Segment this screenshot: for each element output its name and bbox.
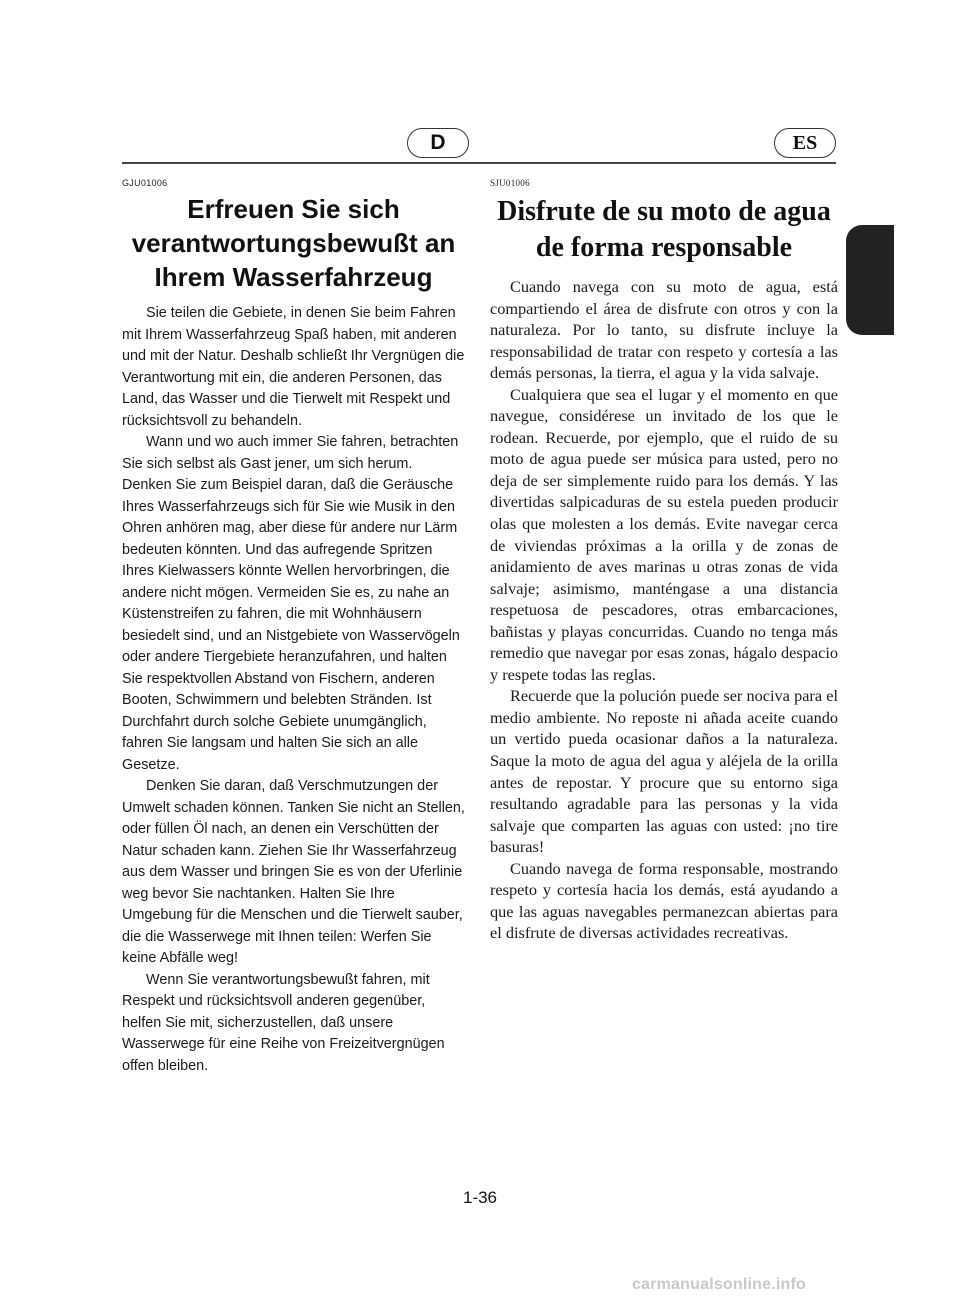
german-paragraph: Sie teilen die Gebiete, in denen Sie beim Fahren mit Ihrem Wasserfahrzeug Spaß haben, mit anderen und mit der Natur. Deshalb schließt Ihr Vergnügen die Verantwortung mit ein, die anderen Personen, das Land, das Wasser und die Tierwelt mit Respekt und rücksichtsvoll zu behandeln. xyxy=(122,305,465,429)
spanish-paragraph: Cuando navega de forma responsable, mostrando respeto y cortesía hacia los demás, está ayudando a que las aguas navegables permanezcan abiertas para el disfrute de diversas actividades recreativas. xyxy=(490,858,838,943)
german-paragraph: Wenn Sie verantwortungsbewußt fahren, mit Respekt und rücksichtsvoll anderen gegenüber, helfen Sie mit, sicherzustellen, daß unsere Wasserwege für eine Reihe von Freizeitvergnügen offen bleiben. xyxy=(122,971,445,1074)
watermark: carmanualsonline.info xyxy=(632,1276,807,1293)
section-thumb-tab xyxy=(846,225,894,335)
spanish-paragraph: Cuando navega con su moto de agua, está compartiendo el área de disfrute con otros y con la naturaleza. Por lo tanto, su disfrute incluye la responsabilidad de tratar con respeto y cortesía a las demás personas, la tierra, el agua y la vida salvaje. xyxy=(490,277,838,383)
spanish-section-code: SJU01006 xyxy=(490,178,530,188)
spanish-column xyxy=(490,178,838,944)
page-number: 1-36 xyxy=(462,1188,498,1207)
german-paragraph: Denken Sie daran, daß Verschmutzungen der Umwelt schaden können. Tanken Sie nicht an Stellen, oder füllen Öl nach, an denen ein Verschütten der Natur schaden kann. Ziehen Sie Ihr Wasserfahrzeug aus dem Wasser und bringen Sie es von der Uferlinie weg bevor Sie nachtanken. Halten Sie Ihre Umgebung für die Menschen und die Tierwelt sauber, die die Wasserwege mit Ihnen teilen: Werfen Sie keine Abfälle weg! xyxy=(122,778,465,966)
german-section-code: GJU01006 xyxy=(122,178,168,188)
german-title-line: verantwortungsbewußt an xyxy=(131,228,456,258)
spanish-title-line: Disfrute de su moto de agua xyxy=(497,196,831,227)
language-tab-german: D xyxy=(407,128,469,158)
spanish-paragraph: Cualquiera que sea el lugar y el momento en que navegue, considérese un invitado de los que le rodean. Recuerde, por ejemplo, que el ruido de su moto de agua puede ser música para usted, pero no deja de ser simplemente ruido para los demás. Y las divertidas salpicaduras de su estela pueden producir olas que molesten a los demás. Evite navegar cerca de viviendas próximas a la orilla y de zonas de anidamiento de aves marinas u otras zonas de vida salvaje; asimismo, manténgase a una distancia respetuosa de pescadores, otras embarcaciones, bañistas y playas concurridas. Cuando no tenga más remedio que navegar por esas zonas, hágalo despacio y respete todas las reglas. xyxy=(490,384,838,684)
german-column xyxy=(122,178,465,1077)
spanish-title-line: de forma responsable xyxy=(535,232,793,263)
spanish-paragraph: Recuerde que la polución puede ser nociva para el medio ambiente. No reposte ni añada aceite cuando un vertido pueda ocasionar daños a la naturaleza. Saque la moto de agua del agua y aléjela de la orilla antes de repostar. Y procure que su entorno siga resultando agradable para las personas y la vida salvaje que comparten las aguas con usted: ¡no tire basuras! xyxy=(490,686,838,857)
spanish-title xyxy=(490,194,838,266)
german-title-line: Ihrem Wasserfahrzeug xyxy=(154,262,433,292)
german-paragraph: Wann und wo auch immer Sie fahren, betrachten Sie sich selbst als Gast jener, um sich herum. Denken Sie zum Beispiel daran, daß die Geräusche Ihres Wasserfahrzeugs sich für Sie wie Musik in den Ohren anhören mag, aber diese für andere nur Lärm bedeuten könnten. Und das aufregende Spritzen Ihres Kielwassers könnte Wellen hervorbringen, die andere nicht mögen. Vermeiden Sie es, zu nahe an Küstenstreifen zu fahren, die mit Wohnhäusern besiedelt sind, und an Nistgebiete von Wasservögeln oder andere Tiergebiete heranzufahren, und halten Sie respektvollen Abstand von Fischern, anderen Booten, Schwimmern und belebten Stränden. Ist Durchfahrt durch solche Gebiete unumgänglich, fahren Sie langsam und halten Sie sich an alle Gesetze. xyxy=(122,434,460,773)
german-title xyxy=(122,192,465,294)
language-tab-spanish: ES xyxy=(774,128,836,158)
header-rule xyxy=(122,162,836,164)
german-title-line: Erfreuen Sie sich xyxy=(187,194,400,224)
